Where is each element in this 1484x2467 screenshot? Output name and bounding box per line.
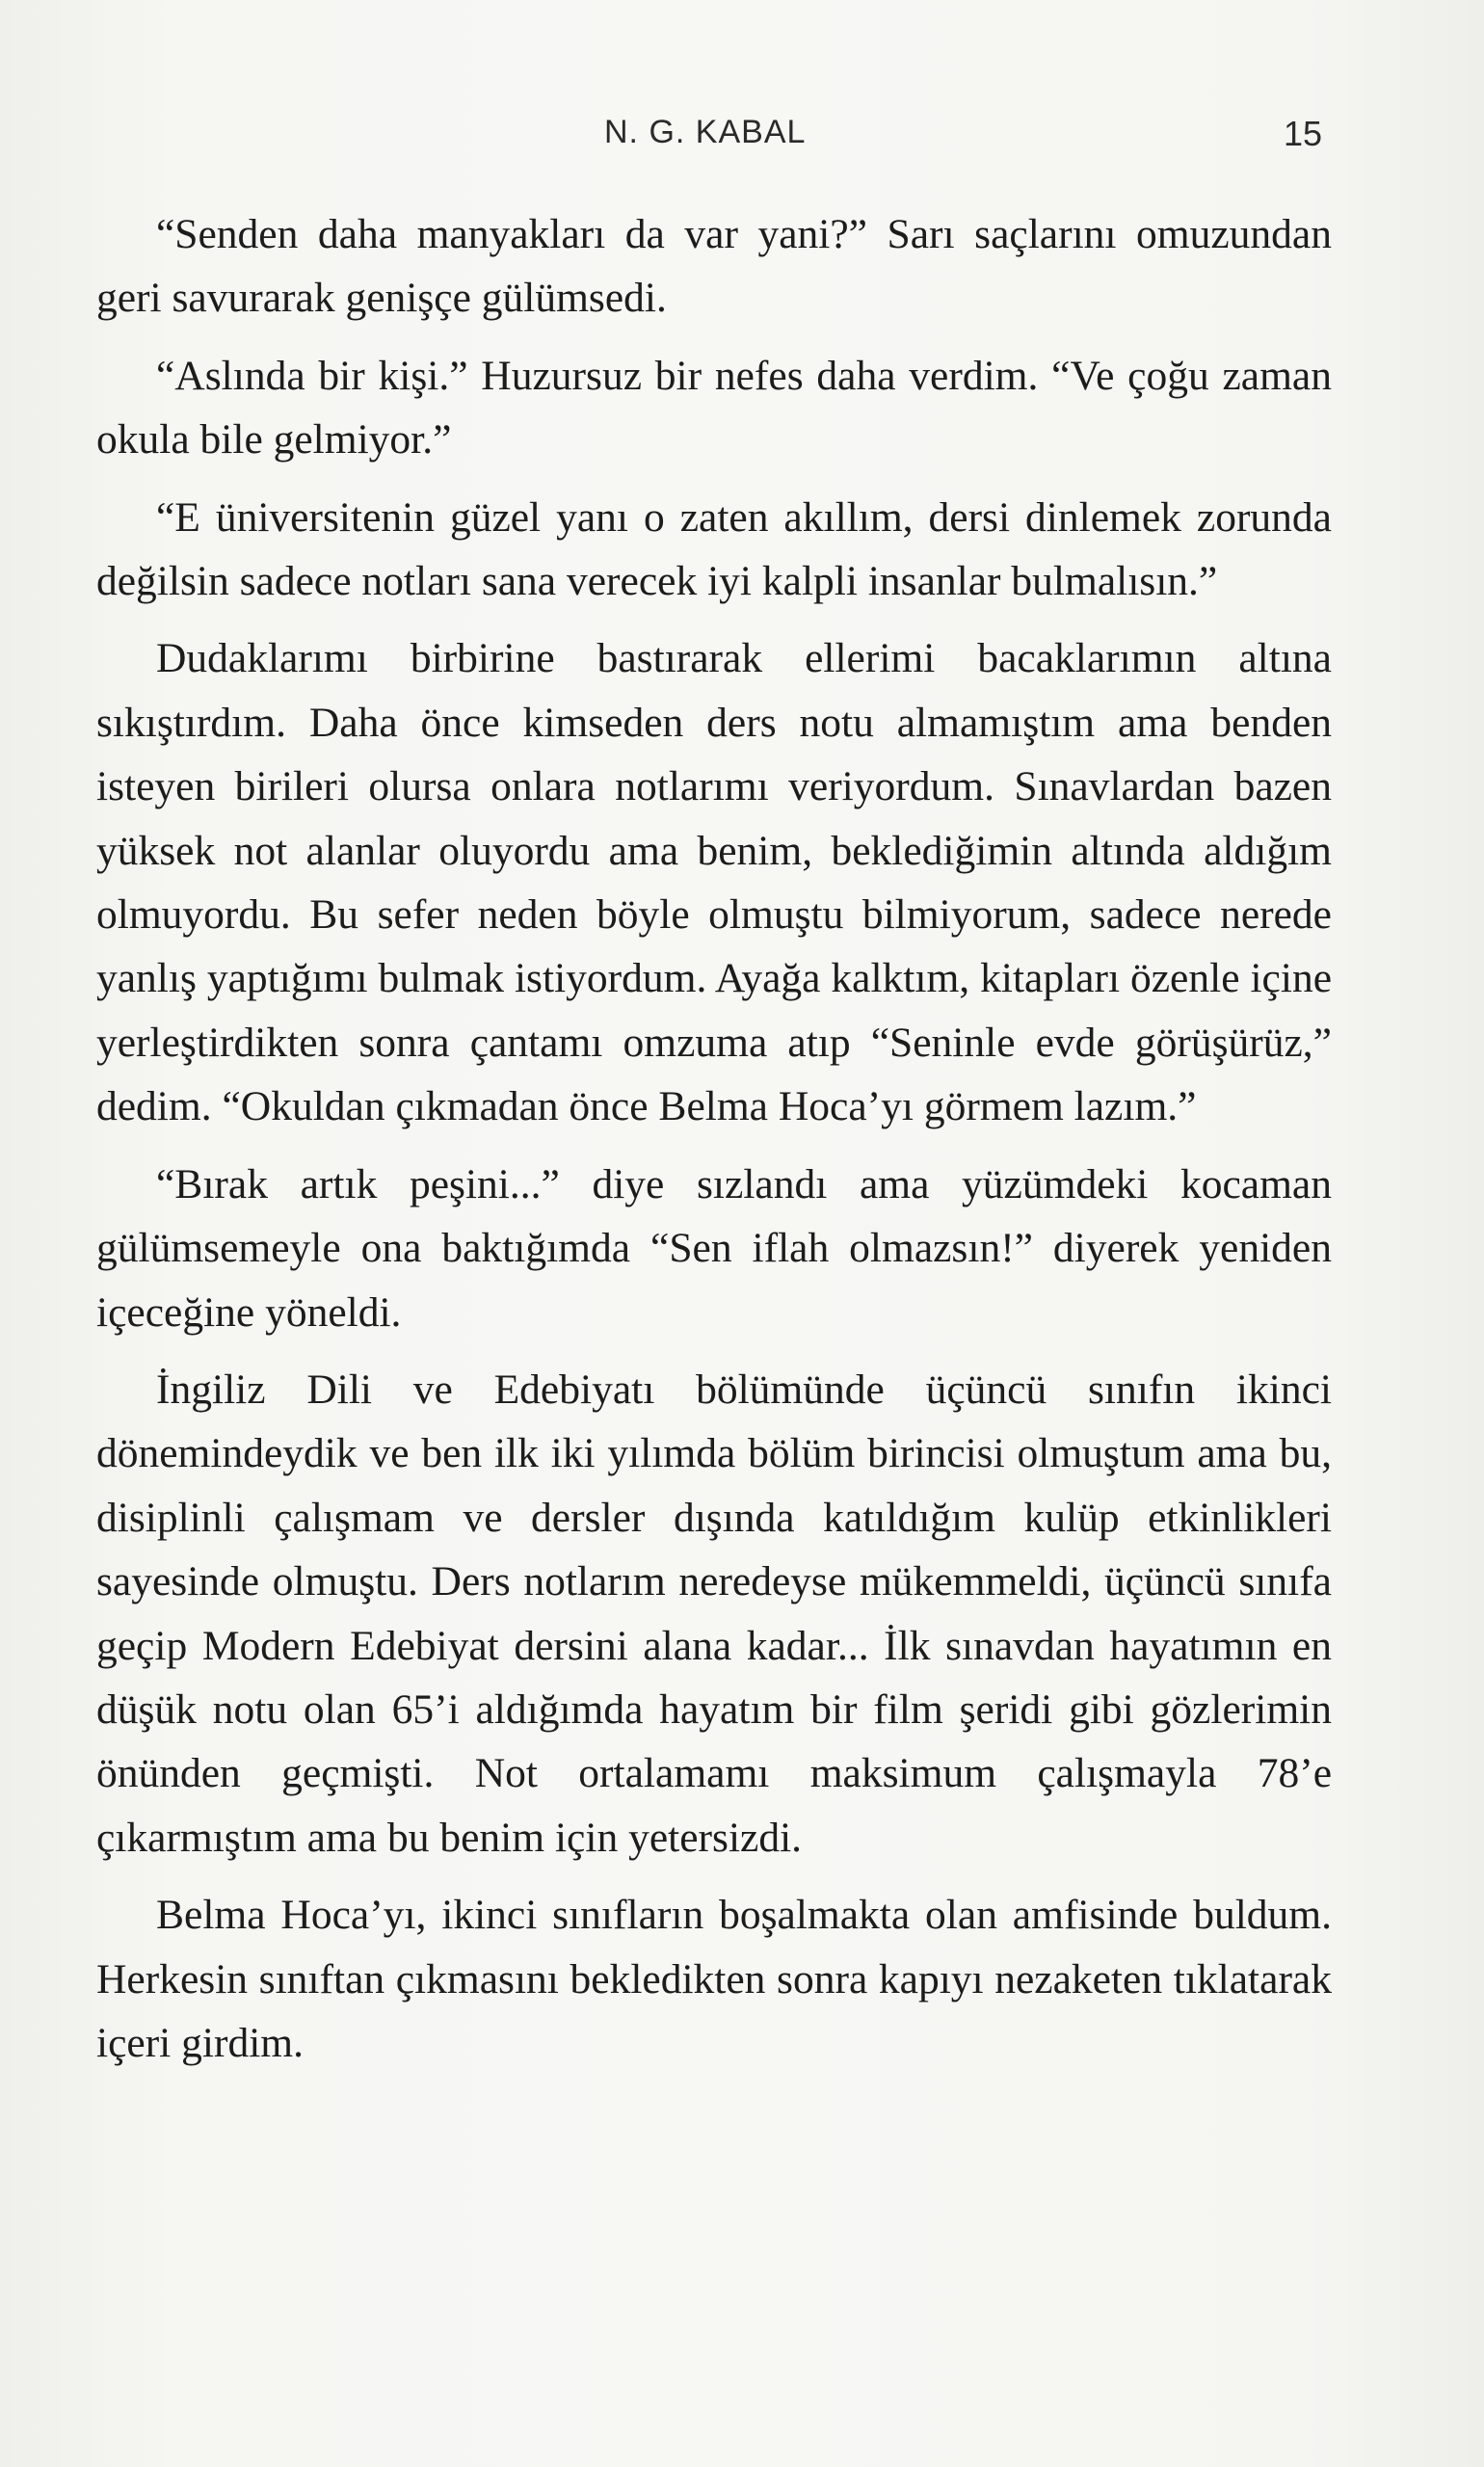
running-head-author: N. G. KABAL (604, 114, 807, 150)
paragraph: “Bırak artık peşini...” diye sızlandı ama yüzümdeki kocaman gülümsemeyle ona baktığımda “Sen iflah olmazsın!” diyerek yeniden içeceğine yöneldi. (96, 1160, 1332, 1336)
paragraph: “E üniversitenin güzel yanı o zaten akıllım, dersi dinlemek zorunda değilsin sadece notları sana verecek iyi kalpli insanlar bulmalısın.” (96, 493, 1332, 605)
paragraph: “Aslında bir kişi.” Huzursuz bir nefes daha verdim. “Ve çoğu zaman okula bile gelmiyor.” (96, 352, 1332, 464)
paragraph: İngiliz Dili ve Edebiyatı bölümünde üçüncü sınıfın ikinci dönemindeydik ve ben ilk iki yılımda bölüm birincisi olmuştum ama bu, disiplinli çalışmam ve dersler dışında katıldığım kulüp etkinlikleri sayesinde olmuştu. Ders notlarım neredeyse mükemmeldi, üçüncü sınıfa geçip Modern Edebiyat dersini alana kadar... İlk sınavdan hayatımın en düşük notu olan 65’i aldığımda hayatım bir film şeridi gibi gözlerimin önünden geçmişti. Not ortalamamı maksimum çalışmayla 78’e çıkarmıştım ama bu benim için yetersizdi. (96, 1366, 1332, 1861)
paragraph: Dudaklarımı birbirine bastırarak ellerimi bacaklarımın altına sıkıştırdım. Daha önce kimseden ders notu almamıştım ama benden isteyen birileri olursa onlara notlarımı veriyordum. Sınavlardan bazen yüksek not alanlar oluyordu ama benim, beklediğimin altında aldığım olmuyordu. Bu sefer neden böyle olmuştu bilmiyorum, sadece nerede yanlış yaptığımı bulmak istiyordum. Ayağa kalktım, kitapları özenle içine yerleştirdikten sonra çantamı omzuma atıp “Seninle evde görüşürüz,” dedim. “Okuldan çıkmadan önce Belma Hoca’yı görmem lazım.” (96, 635, 1332, 1130)
page-number: 15 (1284, 114, 1323, 153)
paragraph: “Senden daha manyakları da var yani?” Sarı saçlarını omuzundan geri savurarak genişçe gülümsedi. (96, 211, 1332, 322)
running-head (0, 114, 1484, 158)
paragraph: Belma Hoca’yı, ikinci sınıfların boşalmakta olan amfisinde buldum. Herkesin sınıftan çıkmasını bekledikten sonra kapıyı nezaketen tıklatarak içeri girdim. (96, 1892, 1332, 2066)
body-text (96, 202, 1332, 2075)
